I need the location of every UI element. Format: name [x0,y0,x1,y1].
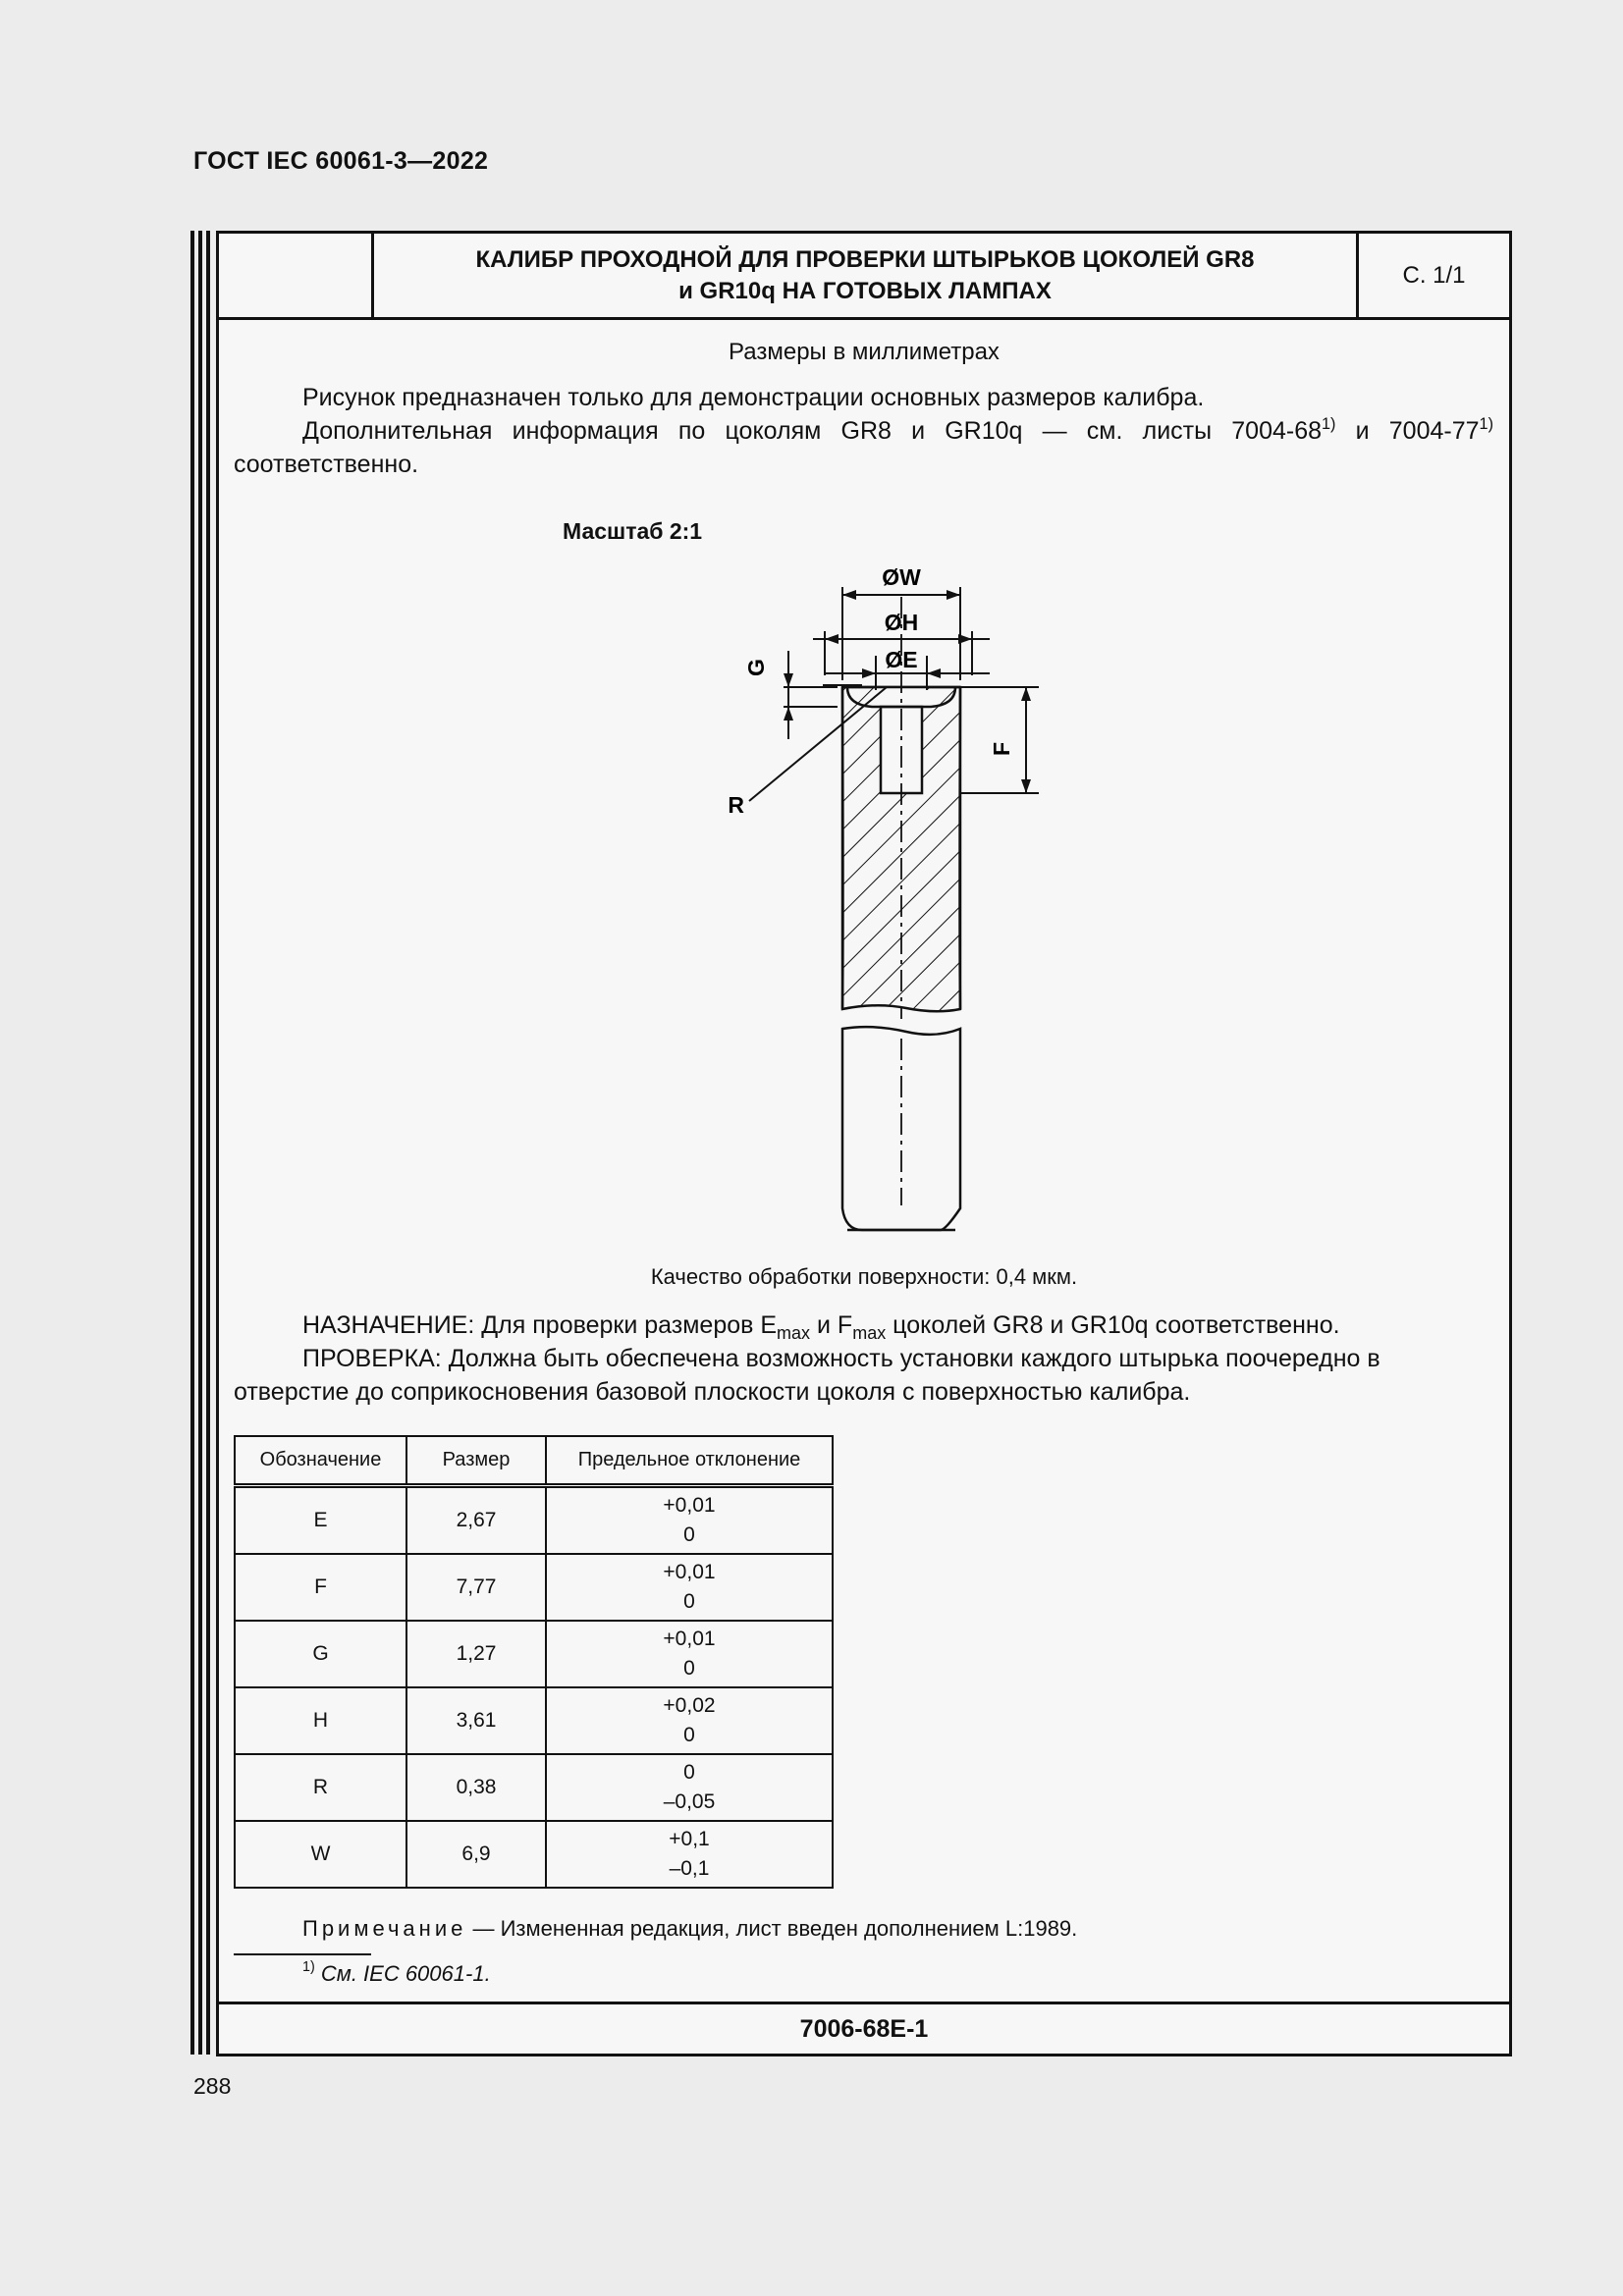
dim-label-h: ØH [884,610,919,635]
units-note: Размеры в миллиметрах [729,339,1000,365]
table-row [235,1821,833,1888]
sheet-title [374,234,1359,317]
table-row [235,1554,833,1621]
cell-tolerance: +0,01 0 [546,1621,833,1687]
cell-tolerance: +0,1 –0,1 [546,1821,833,1888]
column-header: Обозначение [235,1436,406,1486]
intro-word: и [911,417,926,445]
note-label: Примечание [302,1916,467,1941]
standard-designation: ГОСТ IEC 60061-3—2022 [193,147,489,175]
cell-symbol: R [235,1754,406,1821]
intro-word: информация [512,417,659,445]
intro-line-2 [234,414,1493,448]
cell-size: 0,38 [406,1754,546,1821]
cell-size: 7,77 [406,1554,546,1621]
cell-symbol: E [235,1486,406,1555]
table-row [235,1621,833,1687]
intro-paragraph [234,381,1493,481]
table-row [235,1754,833,1821]
footnote-separator [234,1953,371,1955]
cell-symbol: G [235,1621,406,1687]
check-line-1: ПРОВЕРКА: Должна быть обеспечена возможность установки каждого штырька поочередно в [302,1345,1380,1372]
sheet-ref-7004-68: 7004-68$^{1)}$ [1231,415,1336,445]
footnote: $^{1)}$ См. IEC 60061-1. [302,1959,491,1986]
intro-word: и [1355,417,1370,445]
gauge-drawing [219,508,1509,1264]
intro-word: цоколям [725,417,822,445]
page-number: 288 [193,2073,232,2099]
intro-word: GR10q [945,417,1023,445]
cell-symbol: F [235,1554,406,1621]
dim-label-w: ØW [882,564,921,590]
cell-size: 2,67 [406,1486,546,1555]
cell-tolerance: +0,01 0 [546,1554,833,1621]
table-row [235,1687,833,1754]
drawing-scale: Масштаб 2:1 [563,518,703,544]
cell-symbol: W [235,1821,406,1888]
note-text: — Измененная редакция, лист введен дополнением L:1989. [466,1916,1078,1941]
surface-finish: Качество обработки поверхности: 0,4 мкм. [650,1264,1078,1289]
dim-label-e: ØE [885,647,918,672]
cell-tolerance: +0,02 0 [546,1687,833,1754]
sheet-title-line-1: КАЛИБР ПРОХОДНОЙ ДЛЯ ПРОВЕРКИ ШТЫРЬКОВ ЦОКОЛЕЙ GR8 [475,245,1255,273]
intro-line-1: Рисунок предназначен только для демонстрации основных размеров калибра. [302,384,1205,411]
column-header: Размер [406,1436,546,1486]
intro-word: по [677,417,706,445]
intro-word: см. [1086,417,1123,445]
sheet-page-ref: С. 1/1 [1402,261,1466,289]
title-blank-cell [219,234,374,317]
cell-size: 6,9 [406,1821,546,1888]
sheet-frame [216,231,1512,2056]
sheet-ref-7004-77: 7004-77$^{1)}$ [1388,415,1493,445]
purpose-paragraph [234,1308,1493,1409]
note [302,1916,1077,1942]
cell-symbol: H [235,1687,406,1754]
intro-word: — [1042,417,1067,445]
cell-tolerance: +0,01 0 [546,1486,833,1555]
dimensions-table [234,1435,834,1889]
intro-word: листы [1142,417,1213,445]
intro-word: GR8 [840,417,892,445]
sheet-code: 7006-68E-1 [219,2002,1509,2054]
intro-word: Дополнительная [302,417,493,445]
dim-label-g: G [743,659,769,676]
sheet-title-line-2: и GR10q НА ГОТОВЫХ ЛАМПАХ [678,277,1052,304]
dim-label-r: R [728,792,744,818]
cell-size: 1,27 [406,1621,546,1687]
check-line-2: отверстие до соприкосновения базовой плоскости цоколя с поверхностью калибра. [234,1378,1191,1406]
title-block [219,234,1509,320]
cell-tolerance: 0 –0,05 [546,1754,833,1821]
gauge-section [842,687,960,1230]
column-header: Предельное отклонение [546,1436,833,1486]
cell-size: 3,61 [406,1687,546,1754]
dim-label-f: F [989,741,1014,757]
purpose-line: НАЗНАЧЕНИЕ: Для проверки размеров $E_{max}$ и $F_{max}$ цоколей GR8 и GR10q соответственно. [302,1311,1340,1343]
binding-margin-lines [190,231,212,2055]
intro-line-3: соответственно. [234,451,419,478]
table-row [235,1486,833,1555]
table-header-row [235,1436,833,1486]
